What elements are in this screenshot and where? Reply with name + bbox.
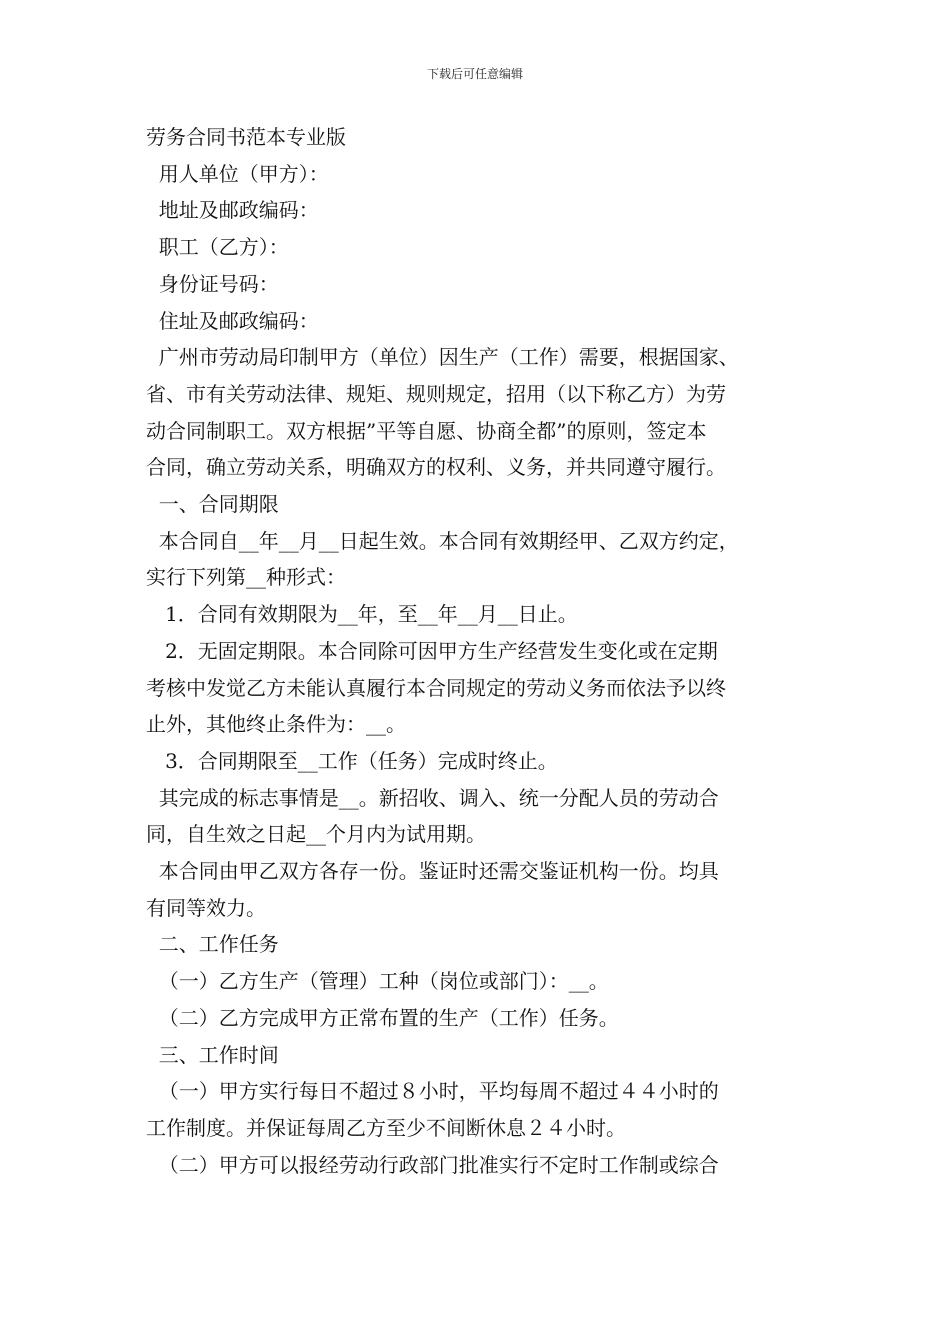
list-item: （二）甲方可以报经劳动行政部门批准实行不定时工作制或综合 xyxy=(146,1152,719,1177)
employee-field-label: 职工（乙方）： xyxy=(146,235,289,260)
list-item: （一）甲方实行每日不超过８小时，平均每周不超过４４小时的 xyxy=(146,1079,719,1104)
list-item: 2．无固定期限。本合同除可因甲方生产经营发生变化或在定期 xyxy=(146,638,718,663)
section-heading: 三、工作时间 xyxy=(146,1042,279,1067)
paragraph-line: 其完成的标志事情是__。新招收、调入、统一分配人员的劳动合 xyxy=(146,785,719,810)
paragraph-line: 实行下列第__种形式： xyxy=(146,565,346,590)
paragraph-line: 止外，其他终止条件为：__。 xyxy=(146,712,406,737)
employer-field-label: 用人单位（甲方）： xyxy=(146,161,329,186)
paragraph-line: 广州市劳动局印制甲方（单位）因生产（工作）需要，根据国家、 xyxy=(146,345,739,370)
list-item: （一）乙方生产（管理）工种（岗位或部门）：__。 xyxy=(146,969,609,994)
list-item: 1．合同有效期限为__年，至__年__月__日止。 xyxy=(146,602,578,627)
paragraph-line: 省、市有关劳动法律、规矩、规则规定，招用（以下称乙方）为劳 xyxy=(146,381,726,406)
page-header xyxy=(0,66,950,82)
paragraph-line: 本合同自__年__月__日起生效。本合同有效期经甲、乙双方约定， xyxy=(146,528,739,553)
paragraph-line: 同，自生效之日起__个月内为试用期。 xyxy=(146,822,486,847)
list-item: （二）乙方完成甲方正常布置的生产（工作）任务。 xyxy=(146,1005,619,1030)
paragraph-line: 考核中发觉乙方未能认真履行本合同规定的劳动义务而依法予以终 xyxy=(146,675,726,700)
paragraph-line: 合同，确立劳动关系，明确双方的权利、义务，并共同遵守履行。 xyxy=(146,455,726,480)
document-body xyxy=(146,119,816,1183)
document-title: 劳务合同书范本专业版 xyxy=(146,125,346,149)
paragraph-line: 本合同由甲乙双方各存一份。鉴证时还需交鉴证机构一份。均具 xyxy=(146,859,719,884)
paragraph-line: 工作制度。并保证每周乙方至少不间断休息２４小时。 xyxy=(146,1115,626,1140)
section-heading: 二、工作任务 xyxy=(146,932,279,957)
employer-address-label: 地址及邮政编码： xyxy=(146,198,319,223)
list-item: 3．合同期限至__工作（任务）完成时终止。 xyxy=(146,748,558,773)
paragraph-line: 有同等效力。 xyxy=(146,895,266,920)
employee-address-label: 住址及邮政编码： xyxy=(146,308,319,333)
paragraph-line: 动合同制职工。双方根据”平等自愿、协商全都”的原则，签定本 xyxy=(146,418,707,443)
id-number-label: 身份证号码： xyxy=(146,271,279,296)
header-note: 下载后可任意编辑 xyxy=(426,67,523,81)
section-heading: 一、合同期限 xyxy=(146,492,279,517)
